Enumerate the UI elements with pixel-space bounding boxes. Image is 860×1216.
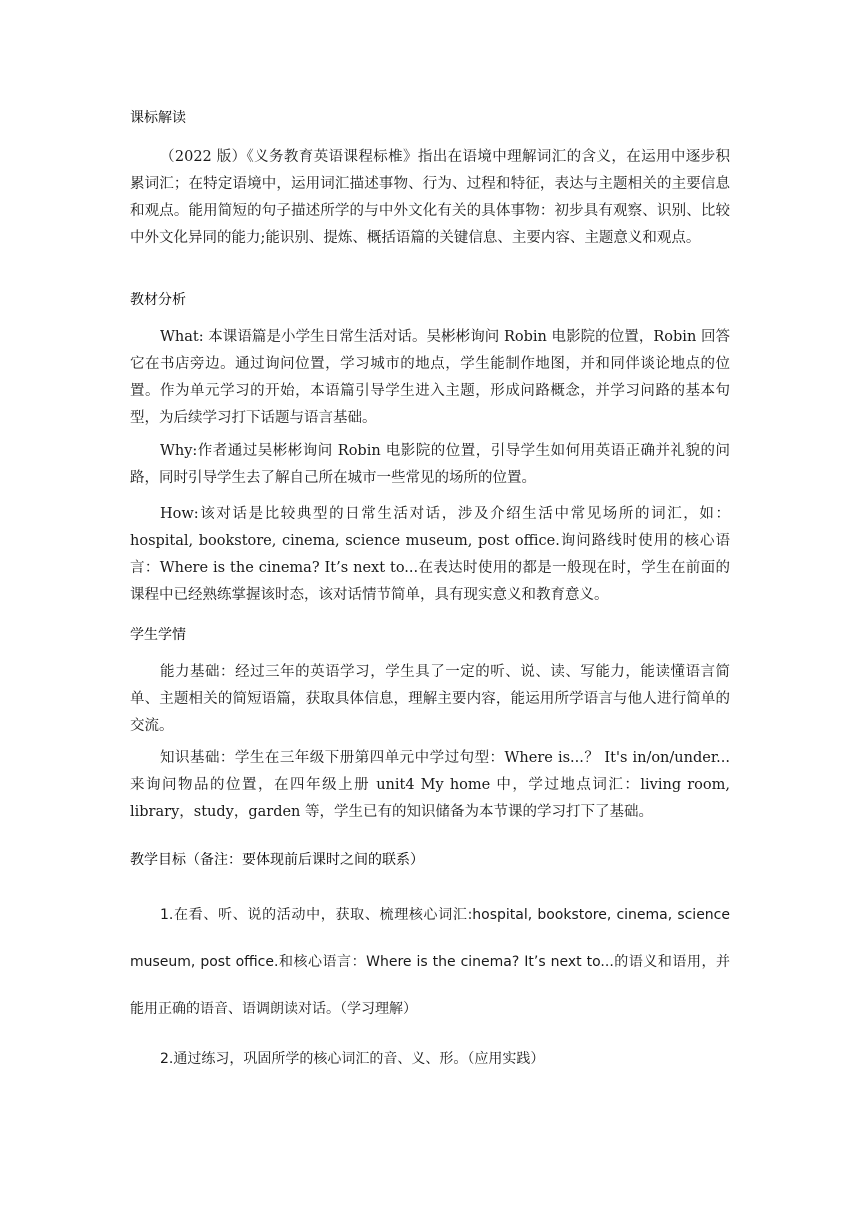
objective-item-1: 1.在看、听、说的活动中，获取、梳理核心词汇:hospital, bookstore, cinema, science museum, post office.和核心语言：Where is the cinema? It’s next to...的语义和语用，并能用正确的语音、语调朗读对话。（学习理解） (130, 907, 730, 1017)
paragraph-curriculum-standard: （2022 版）《义务教育英语课程标椎》指出在语境中理解词汇的含义，在运用中逐步积累词汇；在特定语境中，运用词汇描述事物、行为、过程和特征，表达与主题相关的主要信息和观点。能用简短的句子描述所学的与中外文化有关的具体事物：初步具有观察、识别、比较中外文化异同的能力;能识别、提炼、概括语篇的关键信息、主要内容、主题意义和观点。 (130, 149, 730, 246)
heading-teaching-objectives: 教学目标（备注：要体现前后课时之间的联系） (130, 852, 424, 868)
paragraph-how: How:该对话是比较典型的日常生活对话，涉及介绍生活中常见场所的词汇，如：hospital, bookstore, cinema, science museum, post office.询问路线时使用的核心语言：Where is the cinema? It’s next to...在表达时使用的都是一般现在时，学生在前面的课程中已经熟练掌握该时态，该对话情节简单，具有现实意义和教育意义。 (130, 506, 730, 603)
paragraph-why: Why:作者通过吴彬彬询问 Robin 电影院的位置，引导学生如何用英语正确并礼貌的问路，同时引导学生去了解自己所在城市一些常见的场所的位置。 (130, 443, 730, 486)
paragraph-knowledge: 知识基础：学生在三年级下册第四单元中学过句型：Where is...？ It's in/on/under...来询问物品的位置，在四年级上册 unit4 My home 中，学过地点词汇：living room, library，study，garden 等，学生已有的知识储备为本节课的学习打下了基础。 (130, 750, 730, 820)
heading-curriculum-standard: 课标解读 (130, 110, 186, 126)
paragraph-ability: 能力基础：经过三年的英语学习，学生具了一定的听、说、读、写能力，能读懂语言简单、主题相关的简短语篇，获取具体信息，理解主要内容，能运用所学语言与他人进行简单的交流。 (130, 664, 730, 734)
heading-student-analysis: 学生学情 (130, 627, 186, 643)
objective-item-2: 2.通过练习，巩固所学的核心词汇的音、义、形。（应用实践） (160, 1051, 545, 1067)
paragraph-what: What: 本课语篇是小学生日常生活对话。吴彬彬询问 Robin 电影院的位置，Robin 回答它在书店旁边。通过询问位置，学习城市的地点，学生能制作地图，并和同伴谈论地点的位置。作为单元学习的开始，本语篇引导学生进入主题，形成问路概念，并学习问路的基本句型，为后续学习打下话题与语言基础。 (130, 329, 730, 426)
heading-textbook-analysis: 教材分析 (130, 292, 186, 308)
